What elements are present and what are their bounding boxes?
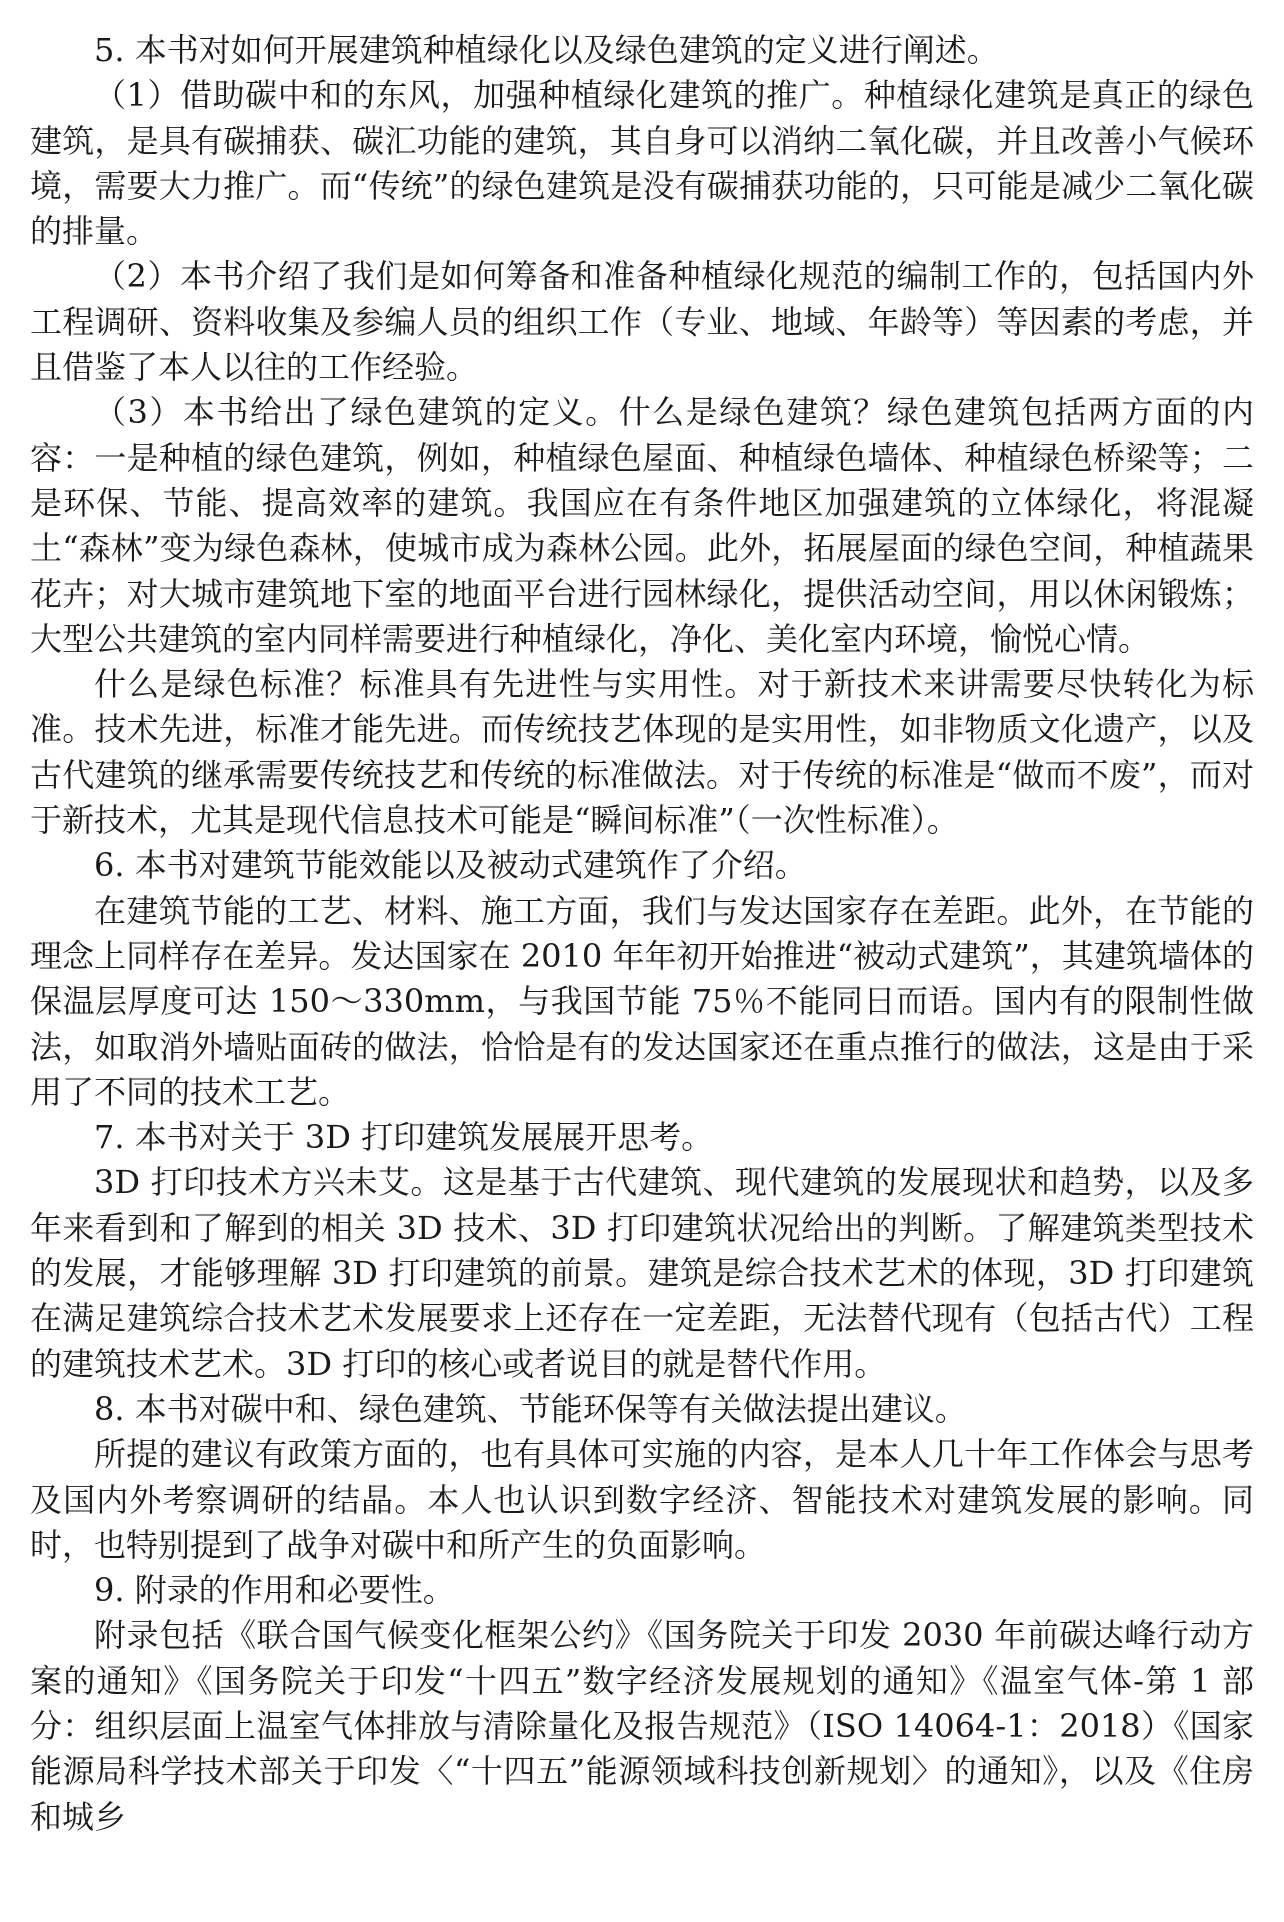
paragraph-5-1: （1）借助碳中和的东风，加强种植绿化建筑的推广。种植绿化建筑是真正的绿色建筑，是具有碳捕获、碳汇功能的建筑，其自身可以消纳二氧化碳，并且改善小气候环境，需要大力推广。而“传统”的绿色建筑是没有碳捕获功能的，只可能是减少二氧化碳的排量。 bbox=[30, 76, 1254, 251]
paragraph-8-body: 所提的建议有政策方面的，也有具体可实施的内容，是本人几十年工作体会与思考及国内外考察调研的结晶。本人也认识到数字经济、智能技术对建筑发展的影响。同时，也特别提到了战争对碳中和所产生的负面影响。 bbox=[30, 1435, 1254, 1564]
paragraph-green-standard: 什么是绿色标准？标准具有先进性与实用性。对于新技术来讲需要尽快转化为标准。技术先进，标准才能先进。而传统技艺体现的是实用性，如非物质文化遗产，以及古代建筑的继承需要传统技艺和传统的标准做法。对于传统的标准是“做而不废”，而对于新技术，尤其是现代信息技术可能是“瞬间标准”（一次性标准）。 bbox=[30, 665, 1254, 840]
document-page bbox=[30, 28, 1254, 1840]
paragraph-7-heading: 7. 本书对关于 3D 打印建筑发展展开思考。 bbox=[94, 1118, 714, 1157]
paragraph-7-body: 3D 打印技术方兴未艾。这是基于古代建筑、现代建筑的发展现状和趋势，以及多年来看到和了解到的相关 3D 技术、3D 打印建筑状况给出的判断。了解建筑类型技术的发展，才能够理解 3D 打印建筑的前景。建筑是综合技术艺术的体现，3D 打印建筑在满足建筑综合技术艺术发展要求上还存在一定差距，无法替代现有（包括古代）工程的建筑技术艺术。3D 打印的核心或者说目的就是替代作用。 bbox=[30, 1163, 1254, 1383]
paragraph-8-heading: 8. 本书对碳中和、绿色建筑、节能环保等有关做法提出建议。 bbox=[94, 1389, 967, 1428]
paragraph-9-heading: 9. 附录的作用和必要性。 bbox=[94, 1571, 455, 1610]
paragraph-6-body: 在建筑节能的工艺、材料、施工方面，我们与发达国家存在差距。此外，在节能的理念上同样存在差异。发达国家在 2010 年年初开始推进“被动式建筑”，其建筑墙体的保温层厚度可达 150～330mm，与我国节能 75％不能同日而语。国内有的限制性做法，如取消外墙贴面砖的做法，恰恰是有的发达国家还在重点推行的做法，这是由于采用了不同的技术工艺。 bbox=[30, 891, 1254, 1111]
paragraph-5-heading: 5. 本书对如何开展建筑种植绿化以及绿色建筑的定义进行阐述。 bbox=[94, 31, 999, 69]
paragraph-5-3: （3）本书给出了绿色建筑的定义。什么是绿色建筑？绿色建筑包括两方面的内容：一是种植的绿色建筑，例如，种植绿色屋面、种植绿色墙体、种植绿色桥梁等；二是环保、节能、提高效率的建筑。我国应在有条件地区加强建筑的立体绿化，将混凝土“森林”变为绿色森林，使城市成为森林公园。此外，拓展屋面的绿色空间，种植蔬果花卉；对大城市建筑地下室的地面平台进行园林绿化，提供活动空间，用以休闲锻炼；大型公共建筑的室内同样需要进行种植绿化，净化、美化室内环境，愉悦心情。 bbox=[30, 393, 1254, 658]
paragraph-6-heading: 6. 本书对建筑节能效能以及被动式建筑作了介绍。 bbox=[94, 846, 807, 885]
paragraph-9-body: 附录包括《联合国气候变化框架公约》《国务院关于印发 2030 年前碳达峰行动方案的通知》《国务院关于印发“十四五”数字经济发展规划的通知》《温室气体-第 1 部分：组织层面上温室气体排放与清除量化及报告规范》（ISO 14064-1：2018）《国家能源局科学技术部关于印发〈“十四五”能源领域科技创新规划〉的通知》，以及《住房和城乡 bbox=[30, 1616, 1254, 1836]
paragraph-5-2: （2）本书介绍了我们是如何筹备和准备种植绿化规范的编制工作的，包括国内外工程调研、资料收集及参编人员的组织工作（专业、地域、年龄等）等因素的考虑，并且借鉴了本人以往的工作经验。 bbox=[30, 257, 1254, 387]
